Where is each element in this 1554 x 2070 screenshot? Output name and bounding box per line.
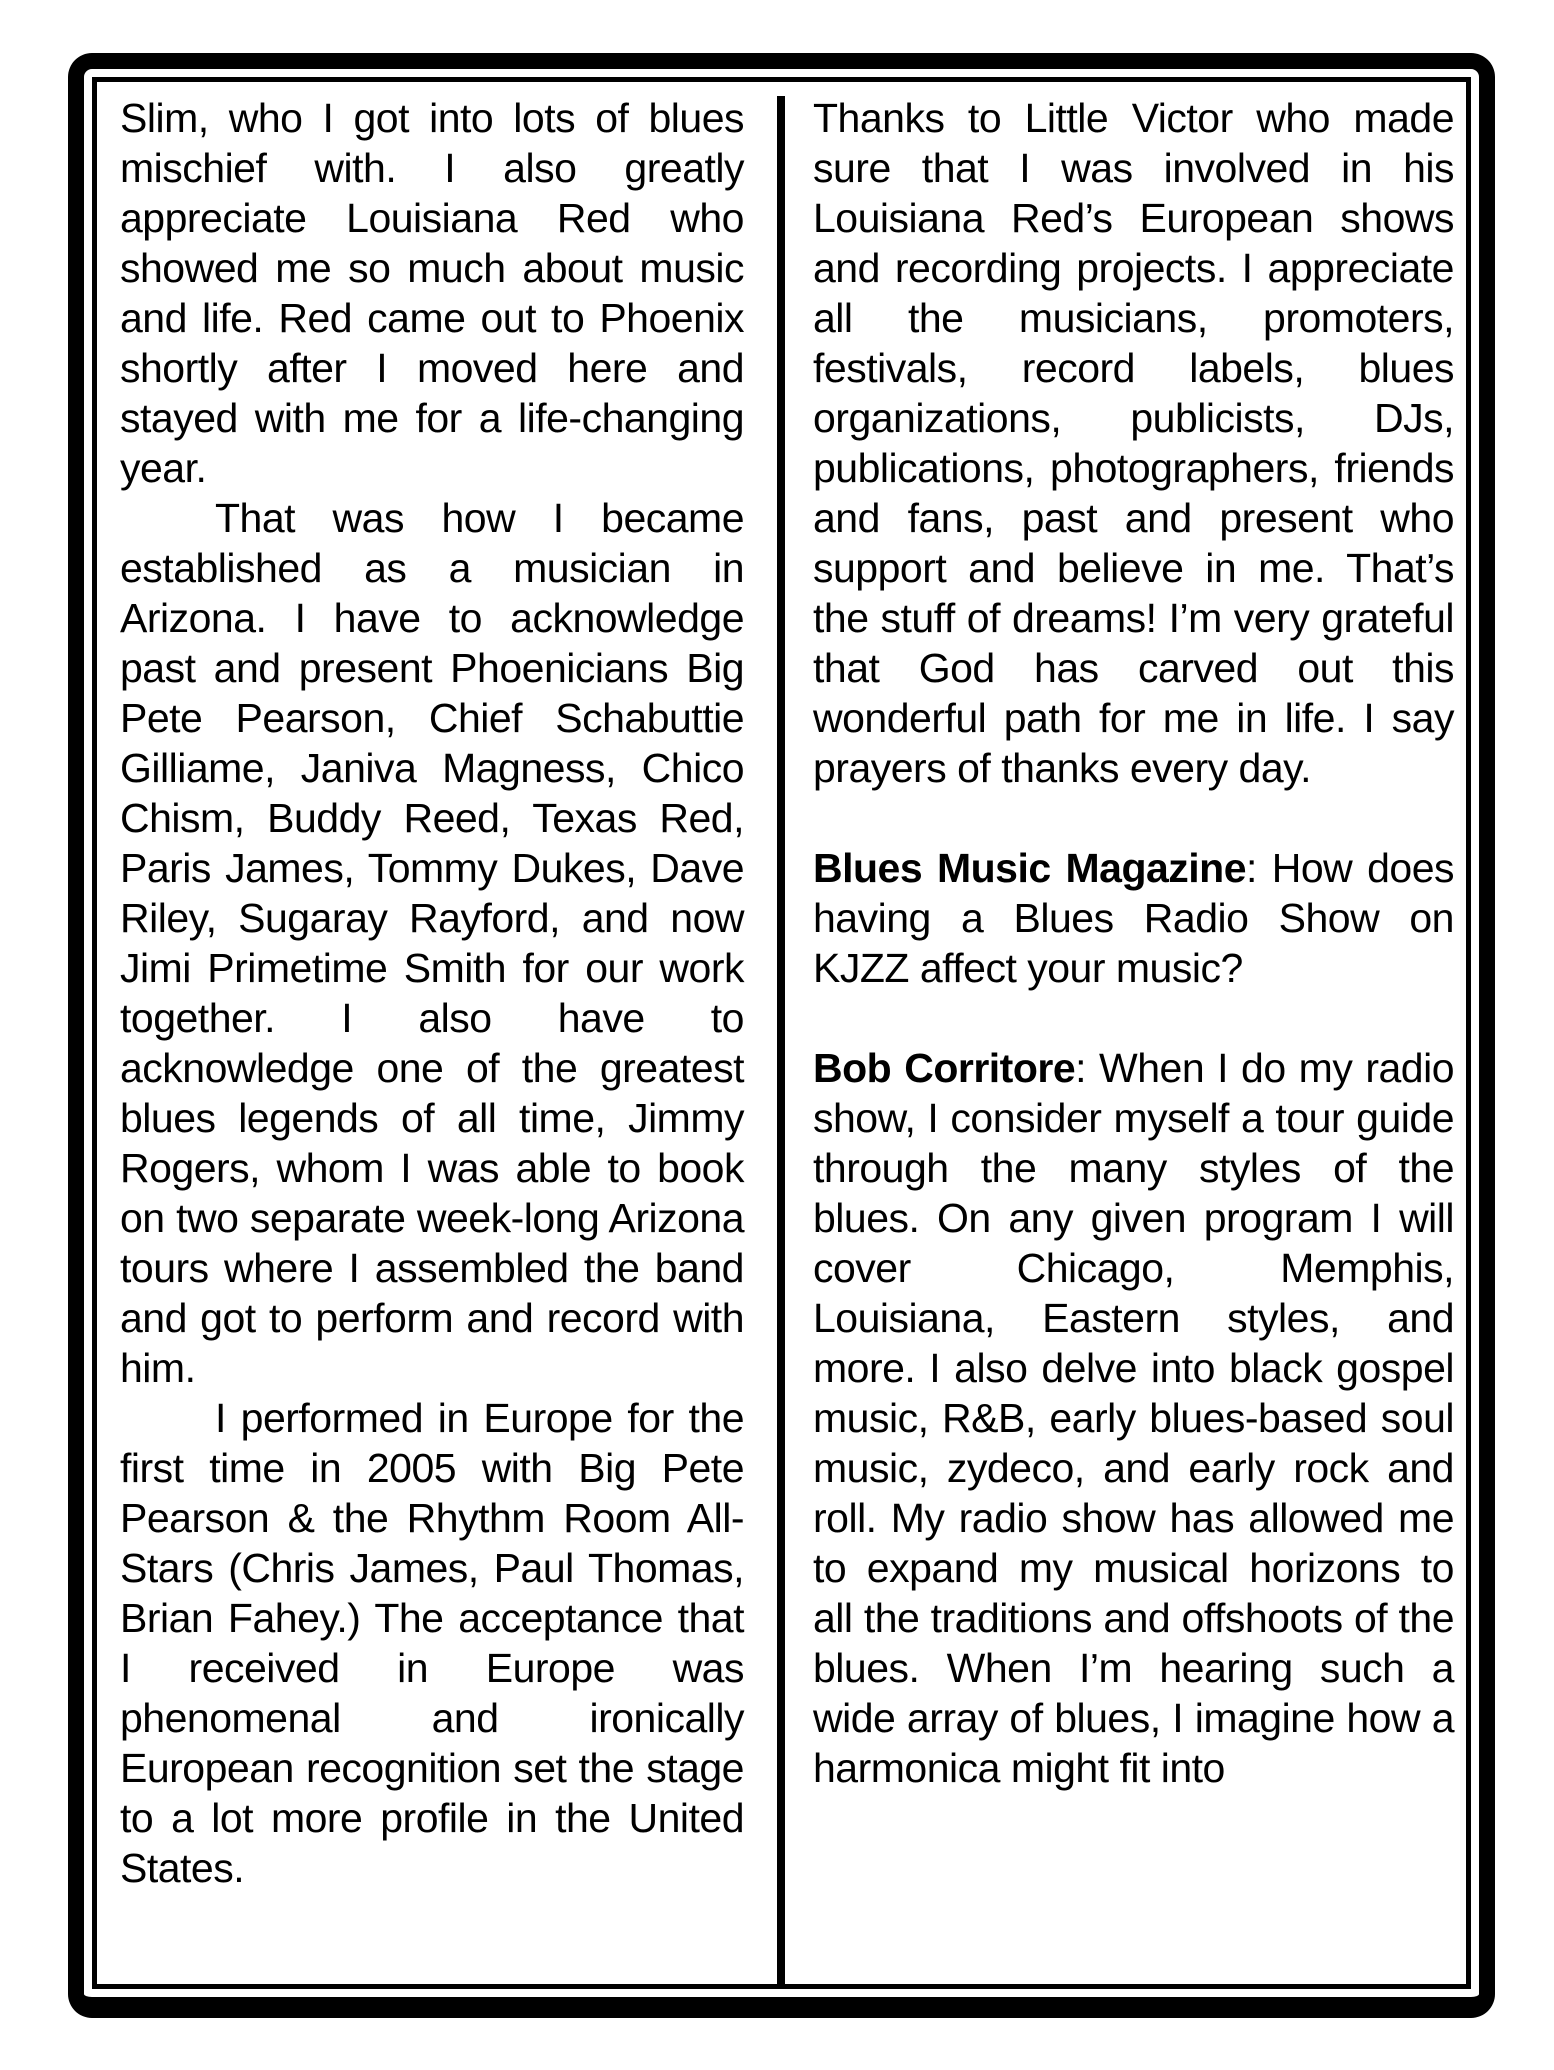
page-border-inner [92,77,1471,1989]
paragraph [120,493,744,1393]
paragraph-text: Thanks to Little Victor who made sure that I was involved in his Louisiana Red’s European shows and recording projects. I appreciate all the musicians, promoters, festivals, record labels, blues organizations, publicists, DJs, publications, photographers, friends and fans, past and present who support and believe in me. That’s the stuff of dreams! I’m very grateful that God has carved out this wonderful path for me in life. I say prayers of thanks every day. [813,95,1454,791]
speaker-label: Bob Corritore [813,1045,1076,1091]
paragraph [813,1043,1454,1793]
paragraph [120,1393,744,1893]
two-column-layout [97,82,1466,1984]
paragraph-text: I performed in Europe for the first time in 2005 with Big Pete Pearson & the Rhythm Room All-Stars (Chris James, Paul Thomas, Brian Fahey.) The acceptance that I received in Europe was phenomenal and ironically European recognition set the stage to a lot more profile in the United States. [120,1395,744,1891]
left-column [97,82,777,1984]
paragraph-text: : How does having a Blues Radio Show on KJZZ affect your music? [813,845,1454,991]
paragraph [813,93,1454,793]
paragraph-text: Slim, who I got into lots of blues mischief with. I also greatly appreciate Louisiana Red who showed me so much about music and life. Red came out to Phoenix shortly after I moved here and stayed with me for a life-changing year. [120,95,744,491]
paragraph-text: That was how I became established as a musician in Arizona. I have to acknowledge past and present Phoenicians Big Pete Pearson, Chief Schabuttie Gilliame, Janiva Magness, Chico Chism, Buddy Reed, Texas Red, Paris James, Tommy Dukes, Dave Riley, Sugaray Rayford, and now Jimi Primetime Smith for our work together. I also have to acknowledge one of the greatest blues legends of all time, Jimmy Rogers, whom I was able to book on two separate week-long Arizona tours where I assembled the band and got to perform and record with him. [120,495,744,1391]
column-divider [777,96,785,1984]
paragraph-text: : When I do my radio show, I consider myself a tour guide through the many styles of the blues. On any given program I will cover Chicago, Memphis, Louisiana, Eastern styles, and more. I also delve into black gospel music, R&B, early blues-based soul music, zydeco, and early rock and roll. My radio show has allowed me to expand my musical horizons to all the traditions and offshoots of the blues. When I’m hearing such a wide array of blues, I imagine how a harmonica might fit into [813,1045,1454,1791]
right-column [785,82,1466,1984]
speaker-label: Blues Music Magazine [813,845,1247,891]
page-border-outer [68,53,1495,2018]
paragraph [120,93,744,493]
paragraph [813,843,1454,993]
